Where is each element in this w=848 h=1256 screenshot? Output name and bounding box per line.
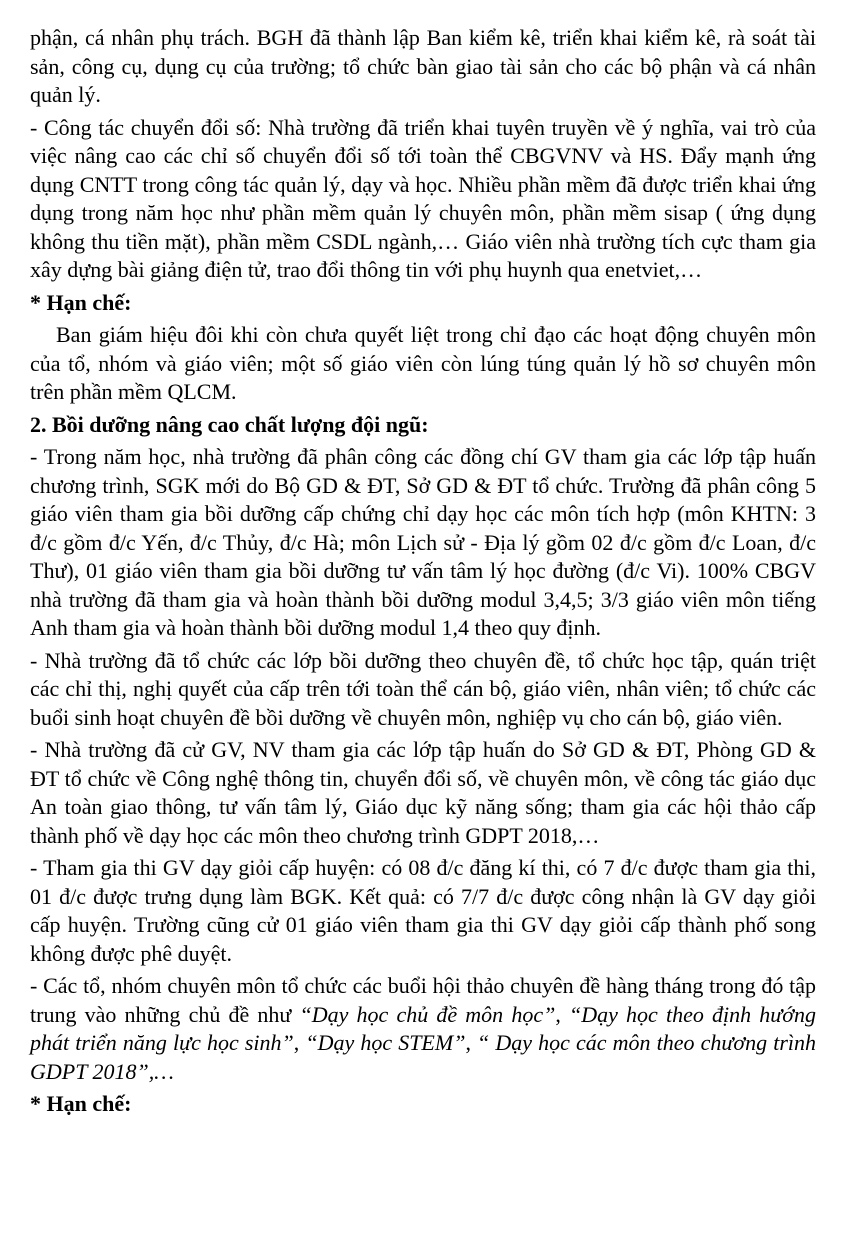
paragraph: [30, 972, 816, 1086]
text-run: - Công tác chuyển đổi số: Nhà trường đã triển khai tuyên truyền về ý nghĩa, vai trò của việc nâng cao các chỉ số chuyển đổi số tới toàn thể CBGVNV và HS. Đẩy mạnh ứng dụng CNTT trong công tác quản lý, dạy và học. Nhiều phần mềm đã được triển khai ứng dụng trong năm học như phần mềm quản lý chuyên môn, phần mềm sisap ( ứng dụng không thu tiền mặt), phần mềm CSDL ngành,… Giáo viên nhà trường tích cực tham gia xây dựng bài giảng điện tử, trao đổi thông tin với phụ huynh qua enetviet,…: [30, 114, 816, 282]
section-heading: [30, 411, 816, 440]
text-run: 2. Bồi dưỡng nâng cao chất lượng đội ngũ:: [30, 411, 429, 437]
quoted-topic-text: “ Dạy học các môn theo chương trình GDPT 2018”,…: [30, 1030, 817, 1084]
text-run: - Nhà trường đã tổ chức các lớp bồi dưỡng theo chuyên đề, tổ chức học tập, quán triệt các chỉ thị, nghị quyết của cấp trên tới toàn thể cán bộ, giáo viên, nhân viên; tổ chức các buổi sinh hoạt chuyên đề bồi dưỡng về chuyên môn, nghiệp vụ cho cán bộ, giáo viên.: [30, 647, 816, 730]
text-run: ,: [465, 1030, 478, 1055]
quoted-topic-text: “Dạy học STEM”: [305, 1030, 466, 1055]
text-run: ,: [293, 1030, 306, 1055]
section-heading: [30, 289, 816, 318]
text-run: - Nhà trường đã cử GV, NV tham gia các lớp tập huấn do Sở GD & ĐT, Phòng GD & ĐT tổ chức về Công nghệ thông tin, chuyển đổi số, về chuyên môn, về công tác giáo dục An toàn giao thông, tư vấn tâm lý, Giáo dục kỹ năng sống; tham gia các hội thảo cấp thành phố về dạy học các môn theo chương trình GDPT 2018,…: [30, 737, 816, 848]
section-heading: [30, 1090, 816, 1119]
text-run: - Tham gia thi GV dạy giỏi cấp huyện: có 08 đ/c đăng kí thi, có 7 đ/c được tham gia thi, 01 đ/c được trưng dụng làm BGK. Kết quả: có 7/7 đ/c được công nhận là GV dạy giỏi cấp huyện. Trường cũng cử 01 giáo viên tham gia thi GV dạy giỏi cấp thành phố song không được phê duyệt.: [30, 855, 816, 966]
paragraph: [30, 647, 816, 733]
text-run: * Hạn chế:: [30, 289, 132, 315]
paragraph: [30, 736, 816, 850]
paragraph: [30, 114, 816, 285]
text-run: - Các tổ, nhóm chuyên môn tổ chức các buổi hội thảo chuyên đề hàng tháng trong đó tập trung vào những chủ đề như: [30, 973, 816, 1027]
text-run: * Hạn chế:: [30, 1091, 132, 1116]
text-run: - Trong năm học, nhà trường đã phân công các đồng chí GV tham gia các lớp tập huấn chương trình, SGK mới do Bộ GD & ĐT, Sở GD & ĐT tổ chức. Trường đã phân công 5 giáo viên tham gia bồi dưỡng cấp chứng chỉ dạy học các môn tích hợp (môn KHTN: 3 đ/c gồm đ/c Yến, đ/c Thủy, đ/c Hà; môn Lịch sử - Địa lý gồm 02 đ/c gồm đ/c Loan, đ/c Thư), 01 giáo viên tham gia bồi dưỡng tư vấn tâm lý học đường (đ/c Vi). 100% CBGV nhà trường đã tham gia và hoàn thành bồi dưỡng modul 3,4,5; 3/3 giáo viên môn tiếng Anh tham gia và hoàn thành bồi dưỡng modul 1,4 theo quy định.: [30, 444, 816, 640]
text-run: Ban giám hiệu đôi khi còn chưa quyết liệt trong chỉ đạo các hoạt động chuyên môn của tổ, nhóm và giáo viên; một số giáo viên còn lúng túng quản lý hồ sơ chuyên môn trên phần mềm QLCM.: [30, 322, 816, 404]
text-run: ,: [555, 1001, 569, 1027]
text-run: phận, cá nhân phụ trách. BGH đã thành lập Ban kiểm kê, triển khai kiểm kê, rà soát tài sản, công cụ, dụng cụ của trường; tổ chức bàn giao tài sản cho các bộ phận và cá nhân quản lý.: [30, 25, 816, 107]
quoted-topic-text: “Dạy học theo định hướng phát triển năng lực học sinh”: [30, 1001, 816, 1055]
paragraph: [30, 854, 816, 968]
quoted-topic-text: “Dạy học chủ đề môn học”: [299, 1001, 556, 1027]
paragraph: [30, 24, 816, 110]
paragraph: [30, 443, 816, 643]
paragraph: [30, 321, 816, 407]
